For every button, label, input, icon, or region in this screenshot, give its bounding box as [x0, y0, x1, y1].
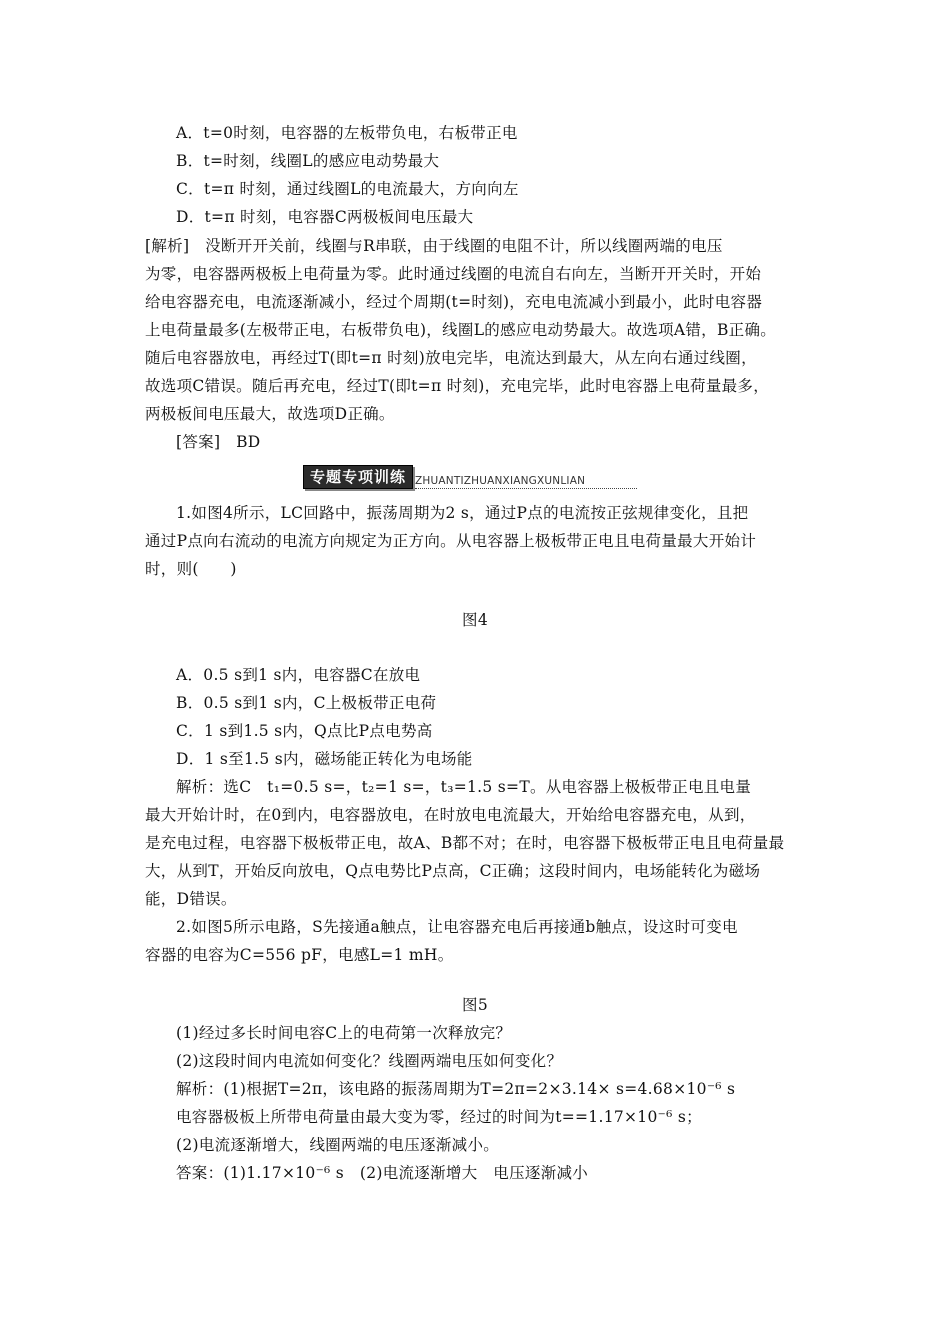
analysis2-line-4: 大，从到T，开始反向放电，Q点电势比P点高，C正确；这段时间内，电场能转化为磁场 — [145, 862, 761, 880]
subquestion-1: (1)经过多长时间电容C上的电荷第一次释放完？ — [176, 1024, 512, 1042]
banner-subtitle: ZHUANTIZHUANXIANGXUNLIAN — [415, 475, 637, 489]
banner-title: 专题专项训练 — [303, 465, 413, 489]
option-b-2: B．0.5 s到1 s内，C上极板带正电荷 — [176, 694, 437, 712]
analysis1-line-2: 为零，电容器两极板上电荷量为零。此时通过线圈的电流自右向左，当断开开关时，开始 — [145, 265, 762, 283]
analysis2-line-3: 是充电过程，电容器下极板带正电，故A、B都不对；在时，电容器下极板带正电且电荷量最 — [145, 834, 785, 852]
question1-line-1: 1.如图4所示，LC回路中，振荡周期为2 s，通过P点的电流按正弦规律变化，且把 — [176, 504, 749, 522]
option-d-2: D．1 s至1.5 s内，磁场能正转化为电场能 — [176, 750, 473, 768]
analysis1-line-1: [解析] 没断开开关前，线圈与R串联，由于线圈的电阻不计，所以线圈两端的电压 — [145, 237, 723, 255]
analysis1-line-7: 两极板间电压最大，故选项D正确。 — [145, 405, 395, 423]
analysis3-line-3: (2)电流逐渐增大，线圈两端的电压逐渐减小。 — [176, 1136, 500, 1154]
answer-1: [答案] BD — [176, 433, 261, 451]
analysis3-line-1: 解析：(1)根据T=2π，该电路的振荡周期为T=2π=2×3.14× s=4.68×10⁻⁶ s — [176, 1080, 736, 1098]
figure-4-caption: 图4 — [462, 611, 488, 629]
option-b-1: B．t=时刻，线圈L的感应电动势最大 — [176, 152, 440, 170]
figure-5-caption: 图5 — [462, 996, 488, 1014]
question1-line-3: 时，则( ) — [145, 560, 237, 578]
analysis1-line-4: 上电荷量最多(左极带正电，右板带负电)，线圈L的感应电动势最大。故选项A错，B正确。 — [145, 321, 777, 339]
question2-line-1: 2.如图5所示电路，S先接通a触点，让电容器充电后再接通b触点，设这时可变电 — [176, 918, 738, 936]
analysis3-line-2: 电容器极板上所带电荷量由最大变为零，经过的时间为t==1.17×10⁻⁶ s； — [176, 1108, 702, 1126]
analysis2-line-5: 能，D错误。 — [145, 890, 237, 908]
option-a-1: A．t=0时刻，电容器的左板带负电，右板带正电 — [176, 124, 518, 142]
option-c-1: C．t=π 时刻，通过线圈L的电流最大，方向向左 — [176, 180, 519, 198]
option-a-2: A．0.5 s到1 s内，电容器C在放电 — [176, 666, 421, 684]
option-d-1: D．t=π 时刻，电容器C两极板间电压最大 — [176, 208, 474, 226]
question1-line-2: 通过P点向右流动的电流方向规定为正方向。从电容器上极板带正电且电荷量最大开始计 — [145, 532, 757, 550]
analysis2-line-2: 最大开始计时，在0到内，电容器放电，在时放电电流最大，开始给电容器充电，从到， — [145, 806, 756, 824]
analysis1-line-5: 随后电容器放电，再经过T(即t=π 时刻)放电完毕，电流达到最大，从左向右通过线圈， — [145, 349, 757, 367]
subquestion-2: (2)这段时间内电流如何变化？线圈两端电压如何变化？ — [176, 1052, 563, 1070]
analysis1-line-3: 给电容器充电，电流逐渐减小，经过个周期(t=时刻)，充电电流减小到最小，此时电容器 — [145, 293, 763, 311]
question2-line-2: 容器的电容为C=556 pF，电感L=1 mH。 — [145, 946, 454, 964]
section-banner — [303, 465, 637, 489]
option-c-2: C．1 s到1.5 s内，Q点比P点电势高 — [176, 722, 433, 740]
answer-3: 答案：(1)1.17×10⁻⁶ s (2)电流逐渐增大 电压逐渐减小 — [176, 1164, 589, 1182]
analysis1-line-6: 故选项C错误。随后再充电，经过T(即t=π 时刻)，充电完毕，此时电容器上电荷量最多， — [145, 377, 770, 395]
analysis2-line-1: 解析：选C t₁=0.5 s=，t₂=1 s=，t₃=1.5 s=T。从电容器上极板带正电且电量 — [176, 778, 752, 796]
